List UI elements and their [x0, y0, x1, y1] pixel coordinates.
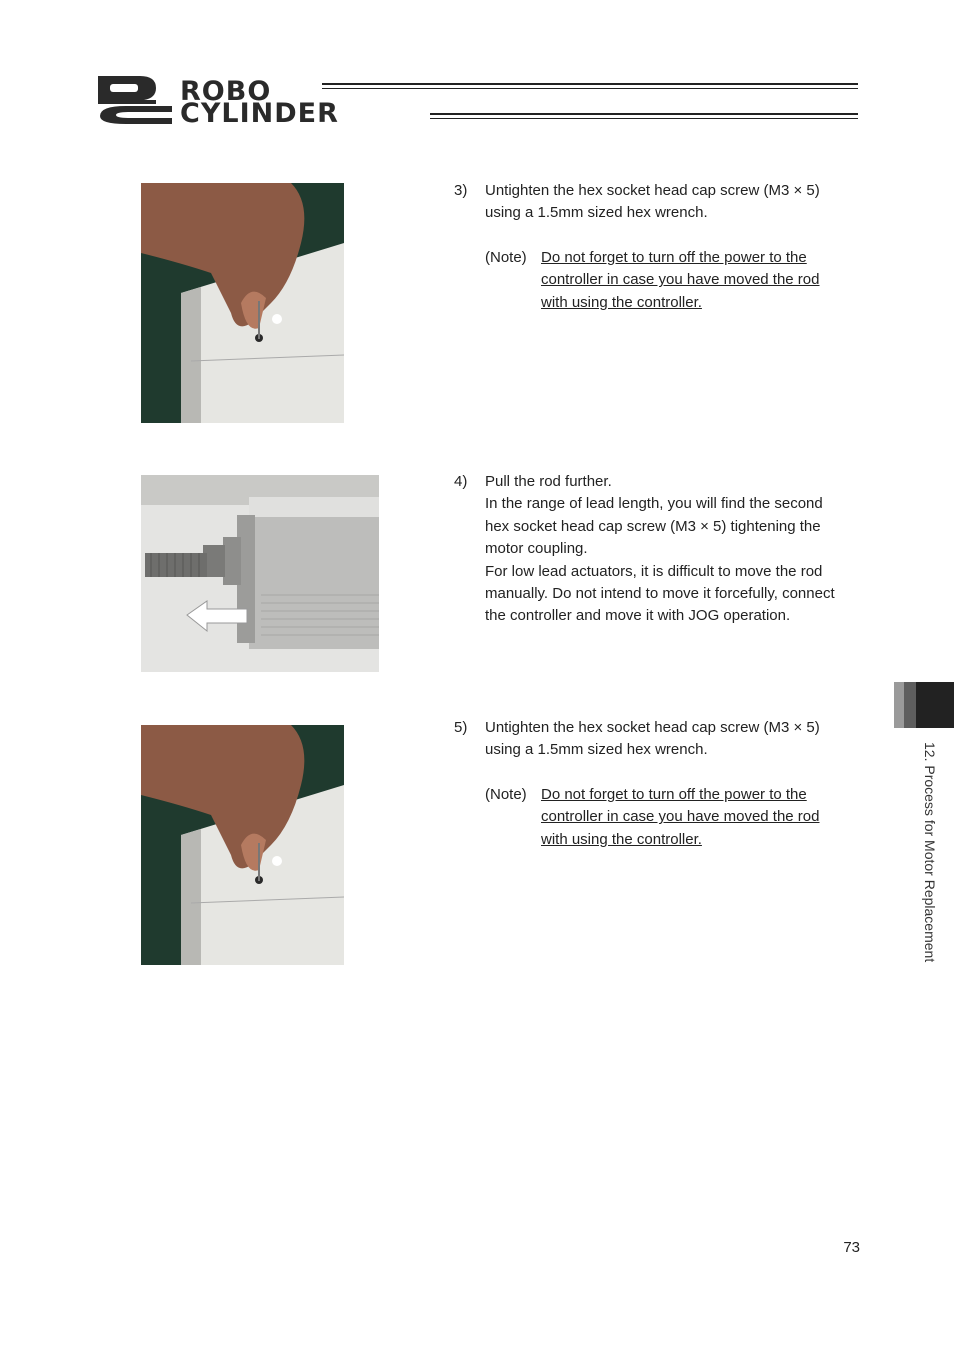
header-rule — [430, 118, 858, 119]
step-line: Pull the rod further. — [485, 473, 612, 490]
logo-cylinder-text: CYLINDER — [180, 98, 339, 129]
header-rule — [322, 88, 858, 89]
step-number: 3) — [454, 182, 468, 199]
note-label: (Note) — [485, 785, 527, 803]
step-note — [485, 247, 864, 314]
step-note — [485, 784, 864, 851]
step-line: the controller and move it with JOG operation. — [485, 607, 791, 625]
note-line: controller in case you have moved the rod — [541, 271, 820, 289]
photo-hex-wrench-step3 — [141, 183, 344, 423]
step-line: hex socket head cap screw (M3 × 5) tightening the — [485, 517, 821, 535]
step-line: motor coupling. — [485, 540, 588, 558]
photo-hex-wrench-step5 — [141, 725, 344, 965]
chapter-tab-marker — [916, 682, 954, 728]
note-line: with using the controller. — [541, 293, 702, 311]
step-line: using a 1.5mm sized hex wrench. — [485, 741, 708, 759]
step-line: Untighten the hex socket head cap screw (M3 × 5) — [485, 719, 820, 736]
step-line: using a 1.5mm sized hex wrench. — [485, 204, 708, 222]
chapter-tab-marker — [894, 682, 904, 728]
step-4 — [454, 471, 864, 628]
header-rule — [430, 113, 858, 115]
chapter-tab-marker — [904, 682, 916, 728]
note-line: Do not forget to turn off the power to the — [541, 785, 807, 803]
note-line: Do not forget to turn off the power to the — [541, 248, 807, 266]
step-line: For low lead actuators, it is difficult to move the rod — [485, 562, 823, 580]
photo-pull-rod-step4 — [141, 475, 379, 672]
rc-logo-icon — [96, 74, 174, 126]
step-line: manually. Do not intend to move it forcefully, connect — [485, 585, 835, 603]
note-label: (Note) — [485, 248, 527, 266]
page-number: 73 — [843, 1239, 860, 1256]
chapter-side-label: 12. Process for Motor Replacement — [922, 742, 938, 963]
logo-robo-text: ROBO — [180, 76, 272, 107]
step-5 — [454, 717, 864, 851]
step-number: 4) — [454, 473, 468, 490]
note-line: with using the controller. — [541, 830, 702, 848]
step-line: In the range of lead length, you will find the second — [485, 495, 823, 513]
header-rule — [322, 83, 858, 85]
step-3 — [454, 180, 864, 314]
step-line: Untighten the hex socket head cap screw (M3 × 5) — [485, 182, 820, 199]
step-number: 5) — [454, 719, 468, 736]
note-line: controller in case you have moved the rod — [541, 808, 820, 826]
